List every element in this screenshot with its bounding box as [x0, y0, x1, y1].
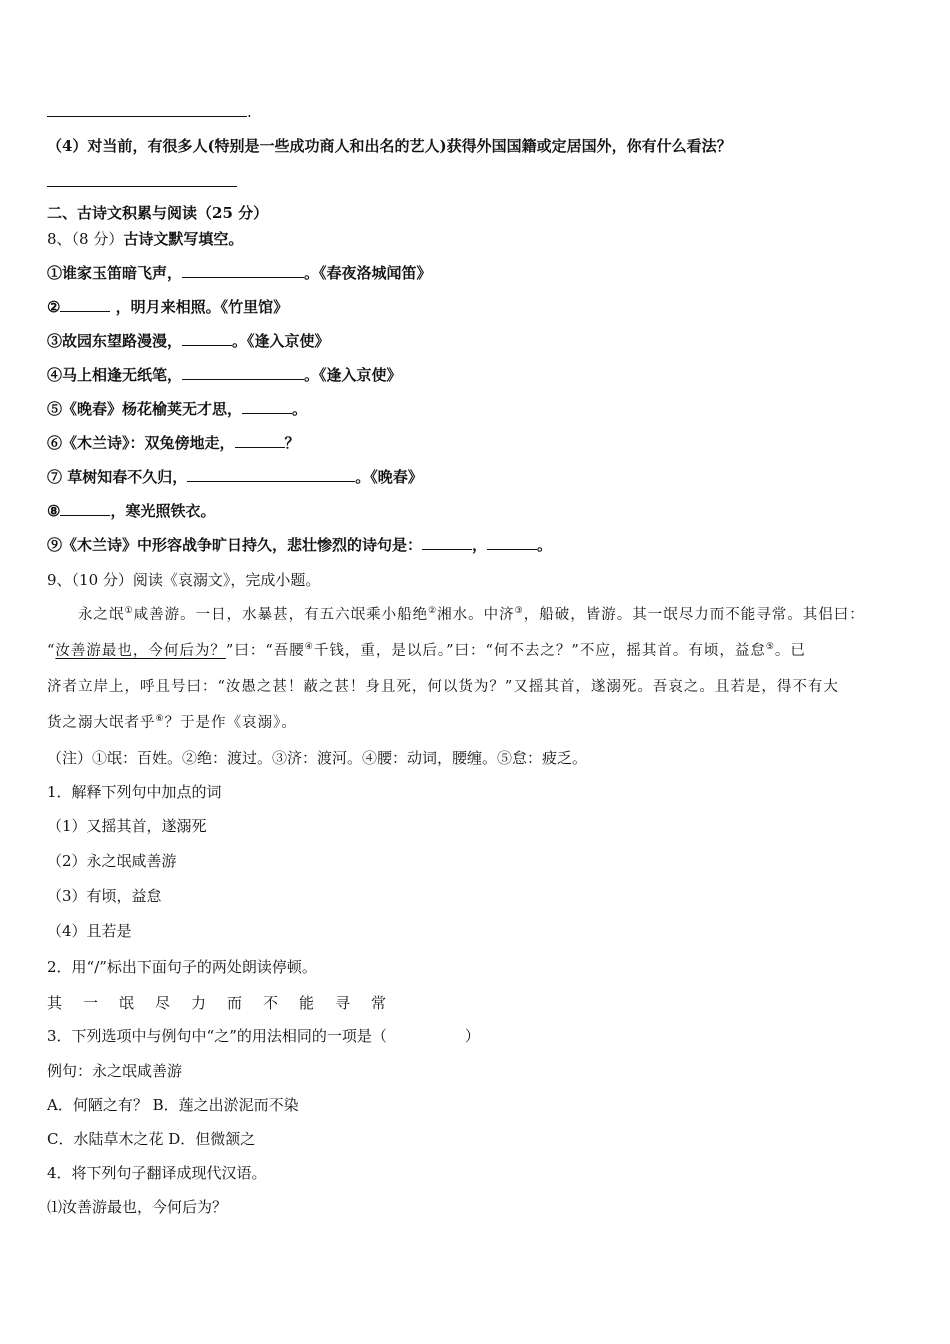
item-text: ③故园东望路漫漫， [47, 332, 183, 350]
item-source: 。 [292, 400, 308, 418]
passage-line-2 [47, 641, 806, 661]
passage-line-3: 济者立岸上，呼且号曰：“汝愚之甚！蔽之甚！身且死，何以货为？”又摇其首，遂溺死。吾哀之。且若是，得不有大 [47, 679, 839, 695]
sentence-char[interactable]: 一 [83, 994, 99, 1012]
item-text: ④马上相逢无纸笔， [47, 366, 183, 384]
q8-item-5 [47, 399, 307, 419]
passage-text: 永之氓 [78, 607, 125, 623]
subquestion-1: 1．解释下列句中加点的词 [47, 783, 222, 801]
subquestion-1-item-1: （1）又摇其首，遂溺死 [47, 817, 207, 835]
item-text: ⑤《晚春》杨花榆荚无才思， [47, 400, 243, 418]
example-sentence: 例句：永之氓咸善游 [47, 1062, 183, 1080]
sentence-char[interactable]: 氓 [119, 994, 135, 1012]
q8-number: 8、 [47, 230, 72, 248]
fill-blank[interactable] [187, 467, 355, 482]
item-source: 。《逢入京使》 [304, 366, 402, 384]
passage-text: 千钱，重，是以后。”曰：“何不去之？”不应，摇其首。有顷，益怠 [313, 643, 766, 659]
subquestion-3 [47, 1026, 480, 1046]
passage-text: ”曰：“吾腰 [225, 643, 305, 659]
subquestion-1-item-3: （3）有顷，益怠 [47, 887, 162, 905]
q8-item-3 [47, 331, 330, 351]
q8-item-9 [47, 535, 552, 555]
item-text: ①谁家玉笛暗飞声， [47, 264, 183, 282]
q8-title: 古诗文默写填空。 [123, 230, 244, 248]
passage-text: 。已 [774, 643, 806, 659]
passage-text: “ [47, 643, 56, 659]
answer-blank[interactable] [47, 102, 247, 117]
sentence-char[interactable]: 寻 [335, 994, 351, 1012]
answer-line-top[interactable] [47, 102, 252, 122]
sentence-char[interactable]: 力 [191, 994, 207, 1012]
subquestion-1-item-4: （4）且若是 [47, 922, 132, 940]
item-end: 。 [537, 536, 553, 554]
subquestion-4: 4．将下列句子翻译成现代汉语。 [47, 1164, 267, 1182]
item-text: ⑥《木兰诗》：双兔傍地走， [47, 434, 235, 452]
sentence-char[interactable]: 能 [299, 994, 315, 1012]
q9-heading [47, 570, 320, 590]
note-marker: ② [428, 606, 438, 617]
section-two-heading: 二、古诗文积累与阅读（25 分） [47, 204, 269, 222]
subquestion-3-close: ） [464, 1027, 480, 1045]
subquestion-2: 2．用“/”标出下面句子的两处朗读停顿。 [47, 958, 317, 976]
q9-title: 阅读《哀溺文》，完成小题。 [132, 571, 321, 589]
item-text: ② [47, 298, 61, 316]
sentence-char[interactable]: 尽 [155, 994, 171, 1012]
question-4-text: （4）对当前，有很多人(特别是一些成功商人和出名的艺人)获得外国国籍或定居国外，你有什么看法？ [47, 137, 732, 155]
fill-blank[interactable] [182, 263, 304, 278]
q8-heading [47, 229, 243, 249]
note-marker: ① [124, 606, 134, 617]
underlined-sentence: 汝善游最也，今何后为？ [55, 643, 226, 659]
subquestion-4-item-1: ⑴汝善游最也，今何后为？ [47, 1198, 228, 1216]
passage-text: ，船破，皆游。其一氓尽力而不能寻常。其侣曰： [523, 607, 865, 623]
subquestion-1-item-2: （2）永之氓咸善游 [47, 852, 177, 870]
fill-blank[interactable] [182, 331, 232, 346]
fill-blank[interactable] [235, 433, 285, 448]
q8-item-2 [47, 297, 288, 317]
sentence-char[interactable]: 不 [263, 994, 279, 1012]
q9-points: （10 分） [71, 571, 133, 589]
item-text: ⑧ [47, 502, 61, 520]
item-source: 。《春夜洛城闻笛》 [304, 264, 432, 282]
item-source: ，明月来相照。《竹里馆》 [110, 298, 289, 316]
note-marker: ③ [514, 606, 524, 617]
q8-item-1 [47, 263, 432, 283]
fill-blank[interactable] [60, 501, 110, 516]
sentence-char[interactable]: 而 [227, 994, 243, 1012]
q8-item-6 [47, 433, 300, 453]
item-source: 。《逢入京使》 [232, 332, 330, 350]
answer-blank[interactable] [47, 172, 237, 187]
passage-text: 货之溺大氓者乎 [47, 715, 156, 731]
q8-points: （8 分） [71, 230, 124, 248]
q8-item-4 [47, 365, 402, 385]
note-marker: ④ [304, 642, 314, 653]
q8-item-8 [47, 501, 215, 521]
passage-text: 湘水。中济 [437, 607, 515, 623]
answer-line-q4[interactable] [47, 172, 237, 192]
note-marker: ⑤ [765, 642, 775, 653]
passage-text: 咸善游。一日，水暴甚，有五六氓乘小船绝 [133, 607, 429, 623]
pause-sentence[interactable] [47, 993, 407, 1013]
fill-blank[interactable] [60, 297, 110, 312]
item-comma: ， [472, 536, 488, 554]
fill-blank[interactable] [487, 535, 537, 550]
item-text: ⑦ 草树知春不久归， [47, 468, 188, 486]
options-a-b: A．何陋之有？ B．莲之出淤泥而不染 [47, 1096, 299, 1114]
item-source: 。《晚春》 [355, 468, 423, 486]
sentence-char[interactable]: 其 [47, 994, 63, 1012]
fill-blank[interactable] [242, 399, 292, 414]
note-marker: ⑥ [155, 714, 165, 725]
blank-period: . [247, 103, 252, 121]
fill-blank[interactable] [422, 535, 472, 550]
sentence-char[interactable]: 常 [371, 994, 387, 1012]
passage-text: ？于是作《哀溺》。 [164, 715, 297, 731]
fill-blank[interactable] [182, 365, 304, 380]
passage-notes: （注）①氓：百姓。②绝：渡过。③济：渡河。④腰：动词，腰缠。⑤怠：疲乏。 [47, 749, 588, 767]
item-source: ？ [284, 434, 300, 452]
options-c-d: C．水陆草木之花 D．但微颔之 [47, 1130, 256, 1148]
subquestion-3-text: 3．下列选项中与例句中“之”的用法相同的一项是（ [47, 1027, 387, 1045]
passage-line-1 [78, 605, 865, 625]
item-source: ，寒光照铁衣。 [110, 502, 216, 520]
item-text: ⑨《木兰诗》中形容战争旷日持久，悲壮惨烈的诗句是： [47, 536, 423, 554]
passage-line-4 [47, 713, 297, 733]
q8-item-7 [47, 467, 423, 487]
q9-number: 9、 [47, 571, 72, 589]
